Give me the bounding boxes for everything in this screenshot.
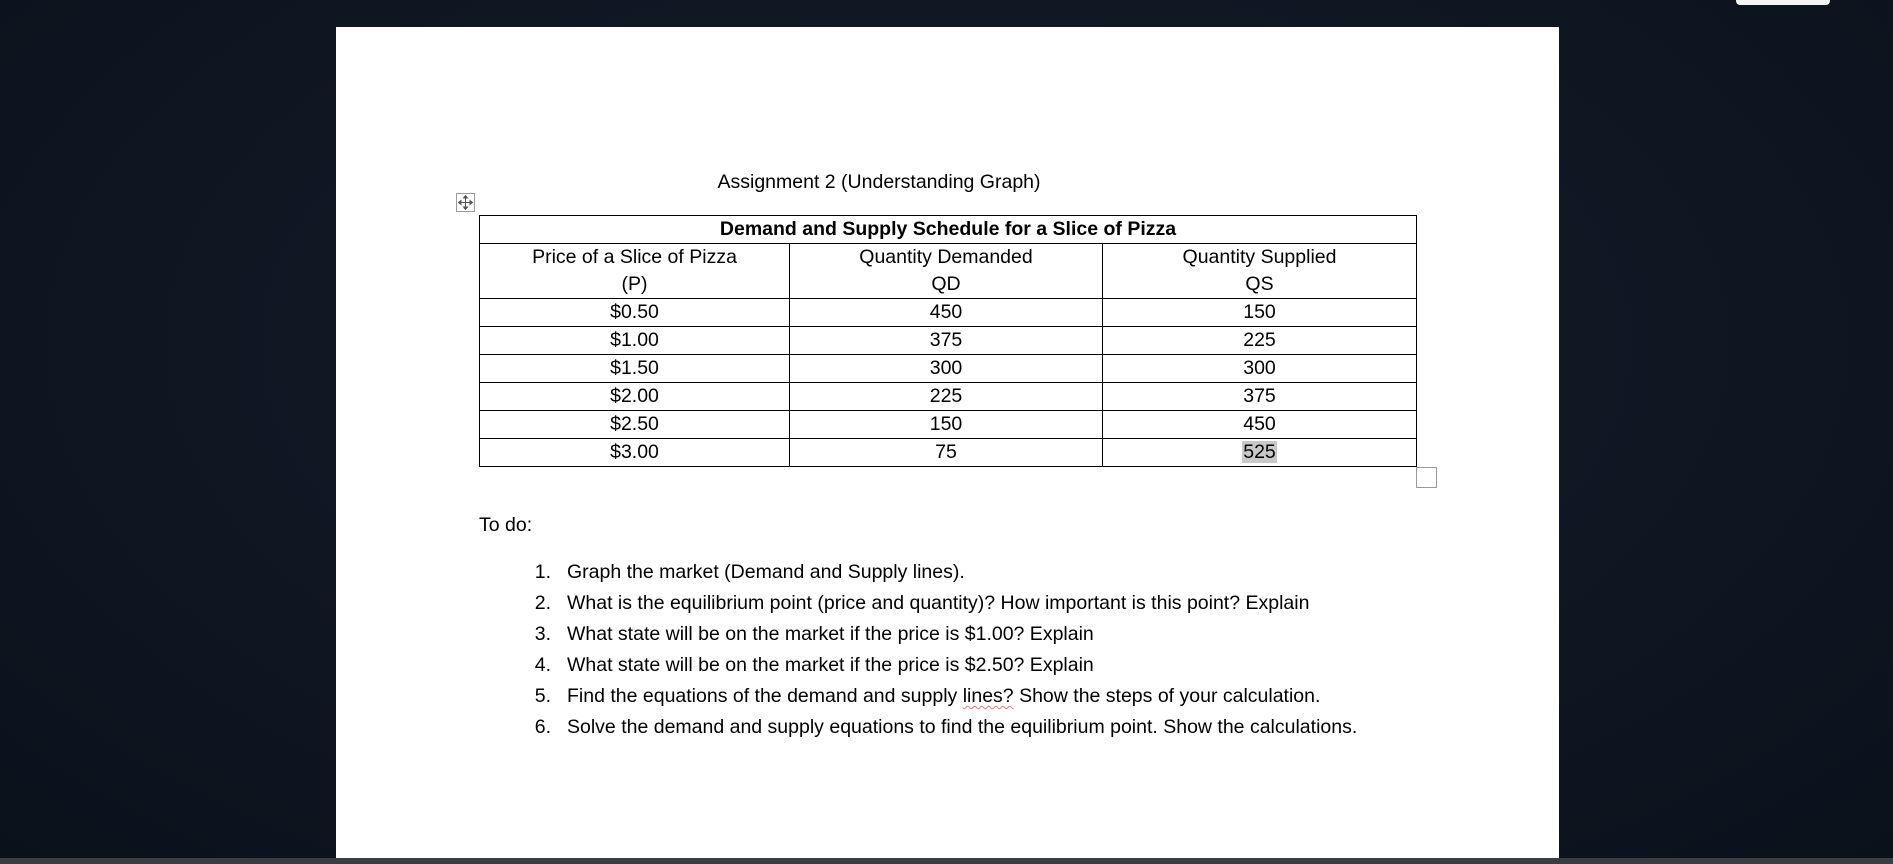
cell-price: $1.50: [480, 355, 790, 383]
cell-price: $2.00: [480, 383, 790, 411]
list-item: [479, 557, 1357, 588]
table-caption: Demand and Supply Schedule for a Slice of Pizza: [480, 216, 1417, 244]
list-number: 1.: [534, 561, 551, 583]
list-text: Solve the demand and supply equations to find the equilibrium point. Show the calculations.: [567, 716, 1358, 738]
bottom-status-strip: [0, 858, 1893, 864]
list-text: [567, 681, 1320, 712]
list-number: 5.: [534, 685, 551, 707]
cell-qs: 450: [1103, 411, 1417, 439]
header-price: [480, 244, 790, 299]
task-list: [479, 557, 1357, 743]
header-price-line2: (P): [621, 273, 648, 295]
table-header-row: [480, 244, 1417, 299]
demand-supply-table: [479, 215, 1417, 467]
document-title: Assignment 2 (Understanding Graph): [717, 171, 1041, 193]
cell-qs: 150: [1103, 299, 1417, 327]
list-item: [479, 712, 1357, 743]
header-price-line1: Price of a Slice of Pizza: [532, 246, 737, 268]
cell-qd: 150: [790, 411, 1103, 439]
list-item: [479, 650, 1357, 681]
move-arrows-icon: [458, 195, 473, 210]
table-caption-row: [480, 216, 1417, 244]
cell-price: $0.50: [480, 299, 790, 327]
table-move-handle[interactable]: [456, 193, 475, 212]
document-page[interactable]: [336, 27, 1559, 859]
list-item: [479, 588, 1357, 619]
cell-qd: 75: [790, 439, 1103, 467]
list-number: 2.: [534, 592, 551, 614]
table-row: [480, 383, 1417, 411]
todo-label: To do:: [479, 514, 533, 536]
list-text-before: Find the equations of the demand and supply: [567, 685, 963, 707]
cell-qs: 300: [1103, 355, 1417, 383]
list-number: 3.: [534, 623, 551, 645]
cell-qs: 225: [1103, 327, 1417, 355]
table-row: [480, 411, 1417, 439]
cell-qd: 450: [790, 299, 1103, 327]
list-item: [479, 681, 1357, 712]
list-text: Graph the market (Demand and Supply lines).: [567, 561, 965, 583]
list-text: What state will be on the market if the price is $1.00? Explain: [567, 623, 1094, 645]
list-number: 4.: [534, 654, 551, 676]
list-text: What is the equilibrium point (price and quantity)? How important is this point? Explain: [567, 592, 1310, 614]
cell-price: $2.50: [480, 411, 790, 439]
cell-qs: 375: [1103, 383, 1417, 411]
window-corner-tab: [1736, 0, 1830, 5]
header-qs-line2: QS: [1245, 273, 1274, 295]
cell-price: $1.00: [480, 327, 790, 355]
list-item: [479, 619, 1357, 650]
table-row: [480, 355, 1417, 383]
list-number: 6.: [534, 716, 551, 738]
header-qs-line1: Quantity Supplied: [1182, 246, 1337, 268]
list-text: What state will be on the market if the price is $2.50? Explain: [567, 654, 1094, 676]
list-text-after: Show the steps of your calculation.: [1013, 685, 1321, 707]
cell-qd: 375: [790, 327, 1103, 355]
cell-qd: 300: [790, 355, 1103, 383]
header-quantity-supplied: [1103, 244, 1417, 299]
table-row: [480, 327, 1417, 355]
header-qd-line1: Quantity Demanded: [859, 246, 1033, 268]
cell-qd: 225: [790, 383, 1103, 411]
header-qd-line2: QD: [931, 273, 961, 295]
cell-price: $3.00: [480, 439, 790, 467]
table-row: [480, 439, 1417, 467]
table-resize-handle[interactable]: [1416, 467, 1437, 488]
table-row: [480, 299, 1417, 327]
selected-cell-text[interactable]: 525: [1243, 441, 1276, 463]
spellcheck-flagged-word[interactable]: lines?: [962, 685, 1014, 707]
header-quantity-demanded: [790, 244, 1103, 299]
cell-qs: [1103, 439, 1417, 467]
